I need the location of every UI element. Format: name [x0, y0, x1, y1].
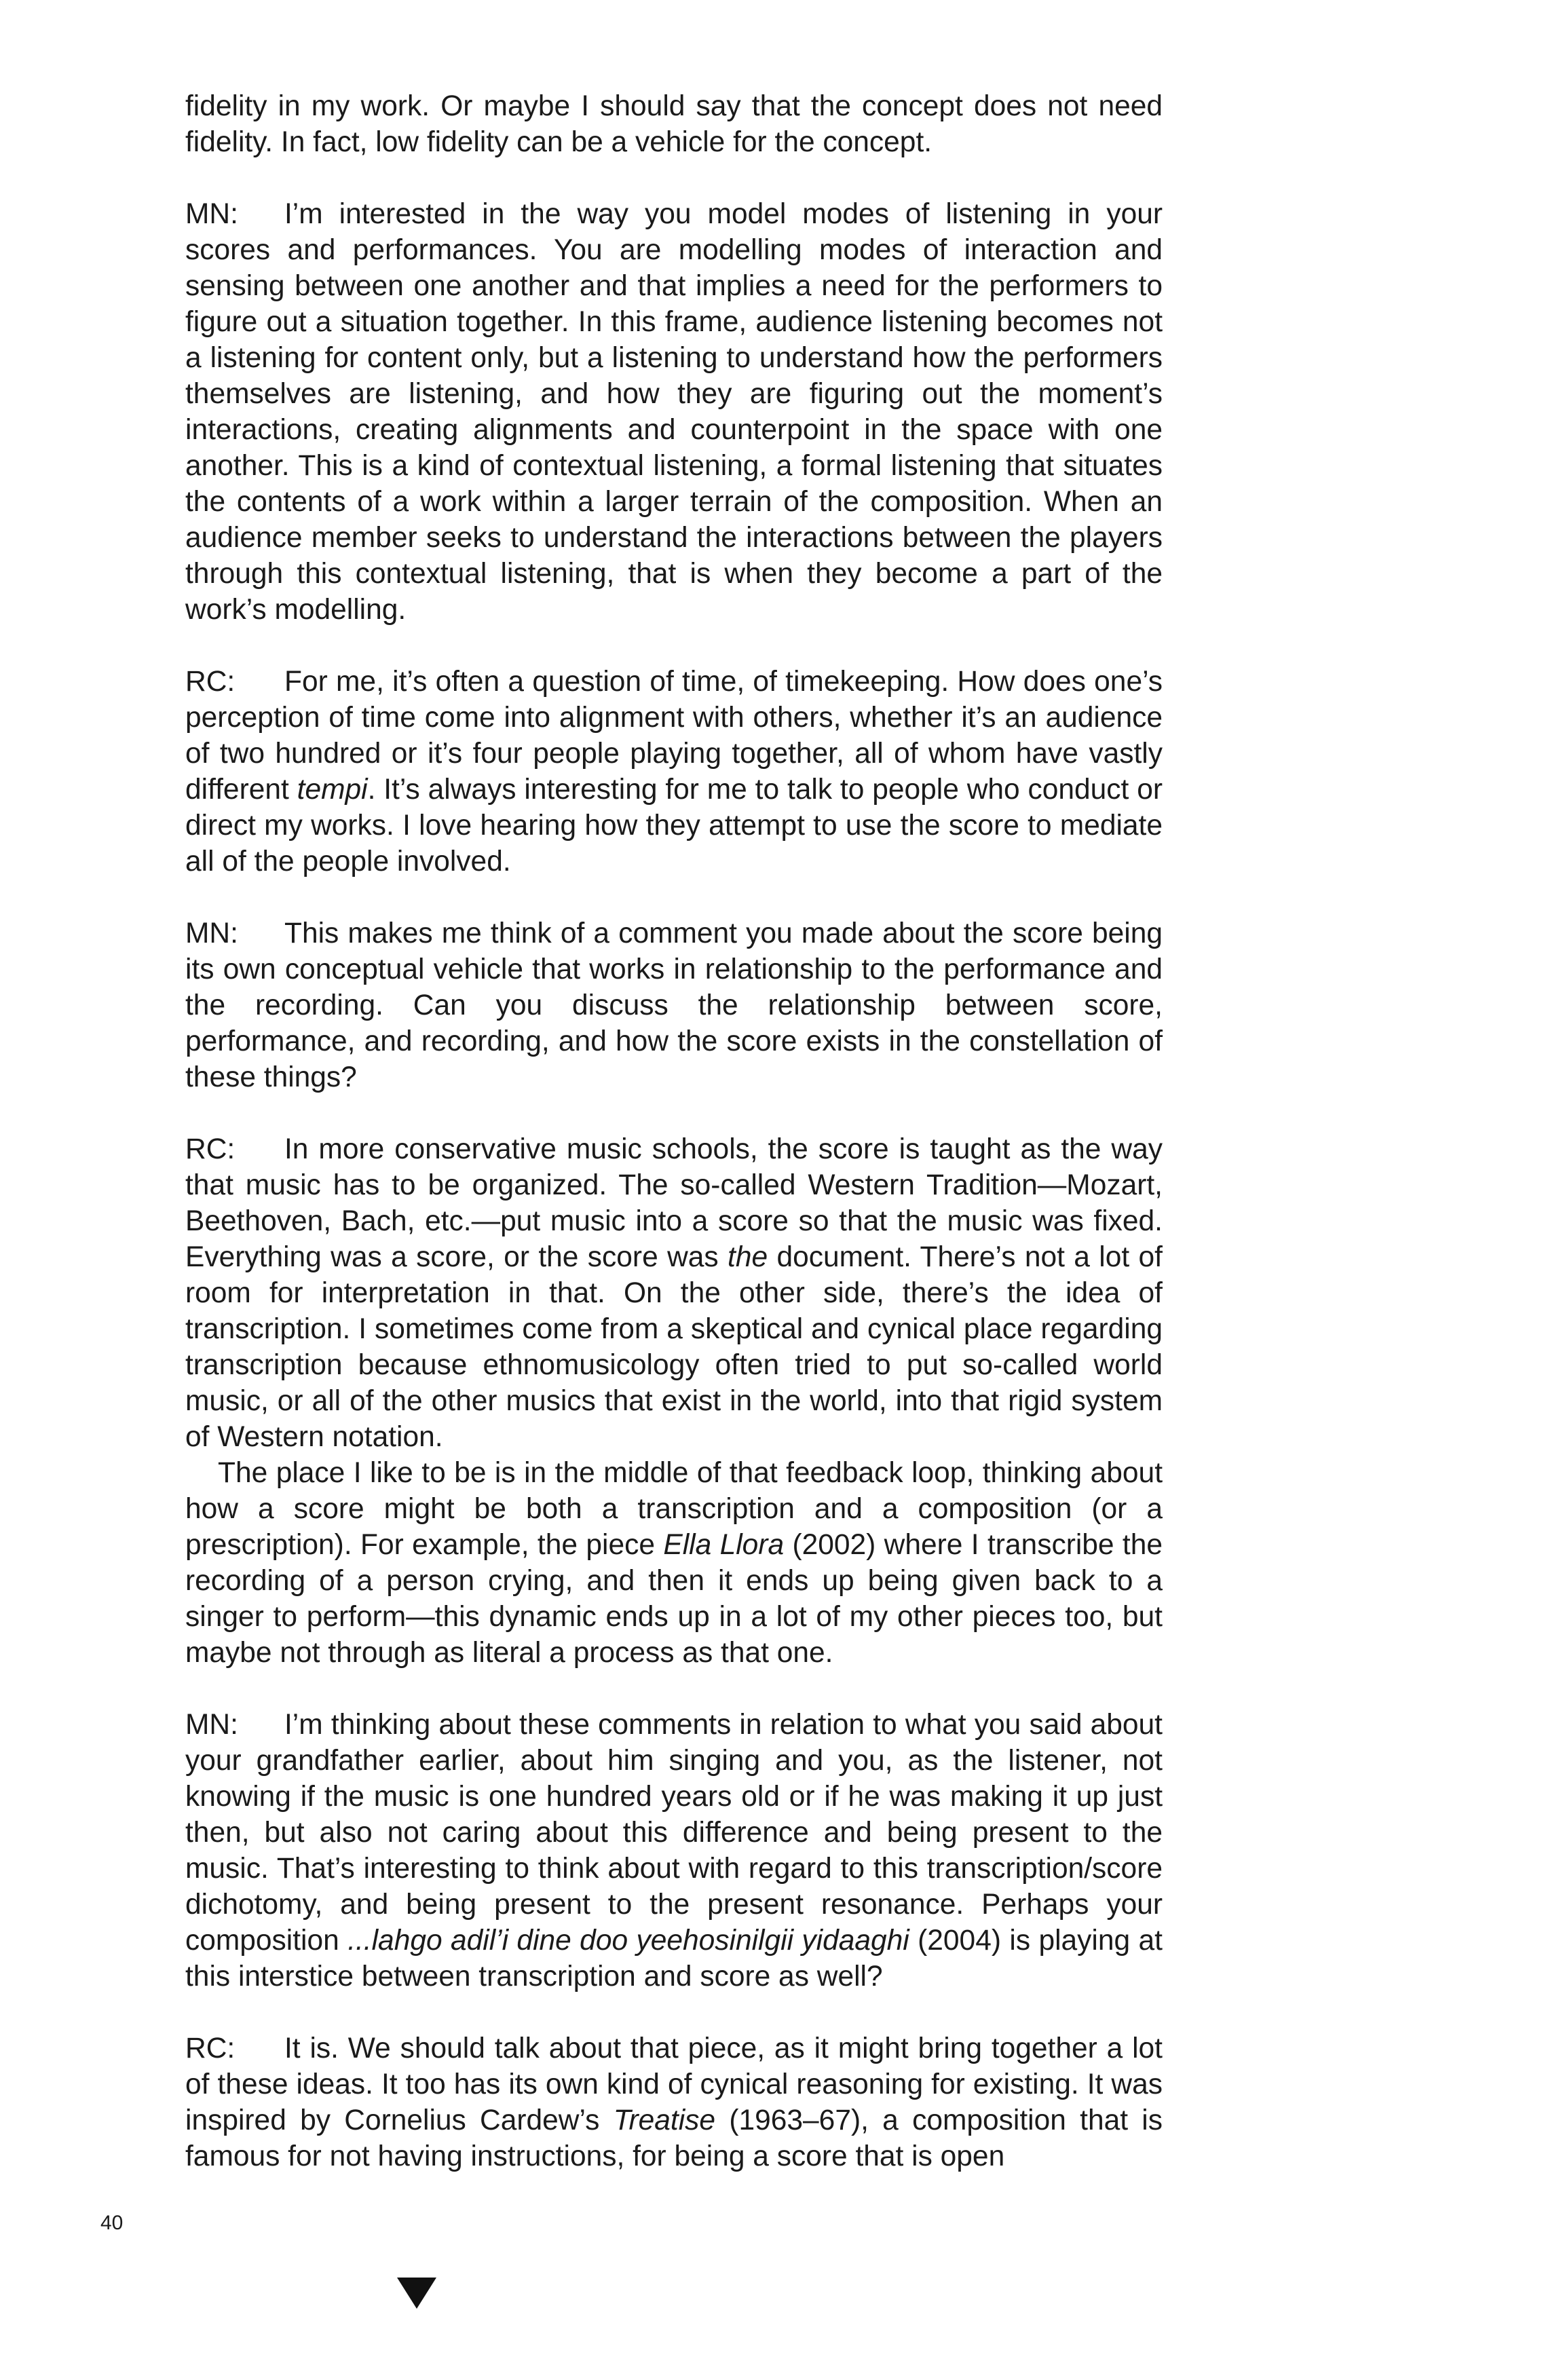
paragraph-6: The place I like to be is in the middle of that feedback loop, thinking about how a score might be both a transcription and a composition (or a prescription). For example, the piece Ella Llora (2002) where I transcribe the recording of a person crying, and then it ends up being given back to a singer to perform—this dynamic ends up in a lot of my other pieces too, but maybe not through as literal a process as that one.	[185, 1457, 1163, 1669]
paragraph-3: RC: For me, it’s often a question of time, of timekeeping. How does one’s perception of time come into alignment with others, whether it’s an audience of two hundred or it’s four people playing together, all of whom have vastly different tempi. It’s always interesting for me to talk to people who conduct or direct my works. I love hearing how they attempt to use the score to mediate all of the people involved.	[185, 664, 1163, 880]
paragraph-2: MN: I’m interested in the way you model modes of listening in your scores and performances. You are modelling modes of interaction and sensing between one another and that implies a need for the performers to figure out a situation together. In this frame, audience listening becomes not a listening for content only, but a listening to understand how the performers themselves are listening, and how they are figuring out the moment’s interactions, creating alignments and counterpoint in the space with one another. This is a kind of contextual listening, a formal listening that situates the contents of a work within a larger terrain of the composition. When an audience member seeks to understand the interactions between the players through this contextual listening, that is when they become a part of the work’s modelling.	[185, 196, 1163, 628]
paragraph-8: RC: It is. We should talk about that piece, as it might bring together a lot of these ideas. It too has its own kind of cynical reasoning for existing. It was inspired by Cornelius Cardew’s Treatise (1963–67), a composition that is famous for not having instructions, for being a score that is open	[185, 2030, 1163, 2174]
next-page-arrow-icon[interactable]	[397, 2278, 436, 2309]
speaker-label: RC:	[185, 666, 236, 698]
paragraph-4: MN: This makes me think of a comment you made about the score being its own conceptual vehicle that works in relationship to the performance and the recording. Can you discuss the relationship between score, performance, and recording, and how the score exists in the constellation of these things?	[185, 915, 1163, 1095]
paragraph-1: fidelity in my work. Or maybe I should say that the concept does not need fidelity. In fact, low fidelity can be a vehicle for the concept.	[185, 90, 1163, 158]
paragraph-5: RC: In more conservative music schools, the score is taught as the way that music has to be organized. The so-called Western Tradition—Mozart, Beethoven, Bach, etc.—put music into a score so that the music was fixed. Everything was a score, or the score was the document. There’s not a lot of room for interpretation in that. On the other side, there’s the idea of transcription. I sometimes come from a skeptical and cynical place regarding transcription because ethnomusicology often tried to put so-called world music, or all of the other musics that exist in the world, into that rigid system of Western notation.	[185, 1131, 1163, 1455]
article-text	[185, 88, 1163, 2174]
speaker-label: RC:	[185, 1133, 236, 1165]
paragraph-7: MN: I’m thinking about these comments in relation to what you said about your grandfather earlier, about him singing and you, as the listener, not knowing if the music is one hundred years old or if he was making it up just then, but also not caring about this difference and being present to the music. That’s interesting to think about with regard to this transcription/score dichotomy, and being present to the present resonance. Perhaps your composition ...lahgo adil’i dine doo yeehosinilgii yidaaghi (2004) is playing at this interstice between transcription and score as well?	[185, 1707, 1163, 1995]
speaker-label: RC:	[185, 2033, 236, 2064]
speaker-label: MN:	[185, 1709, 238, 1741]
speaker-label: MN:	[185, 198, 238, 230]
page-number: 40	[100, 2212, 124, 2234]
speaker-label: MN:	[185, 918, 238, 949]
